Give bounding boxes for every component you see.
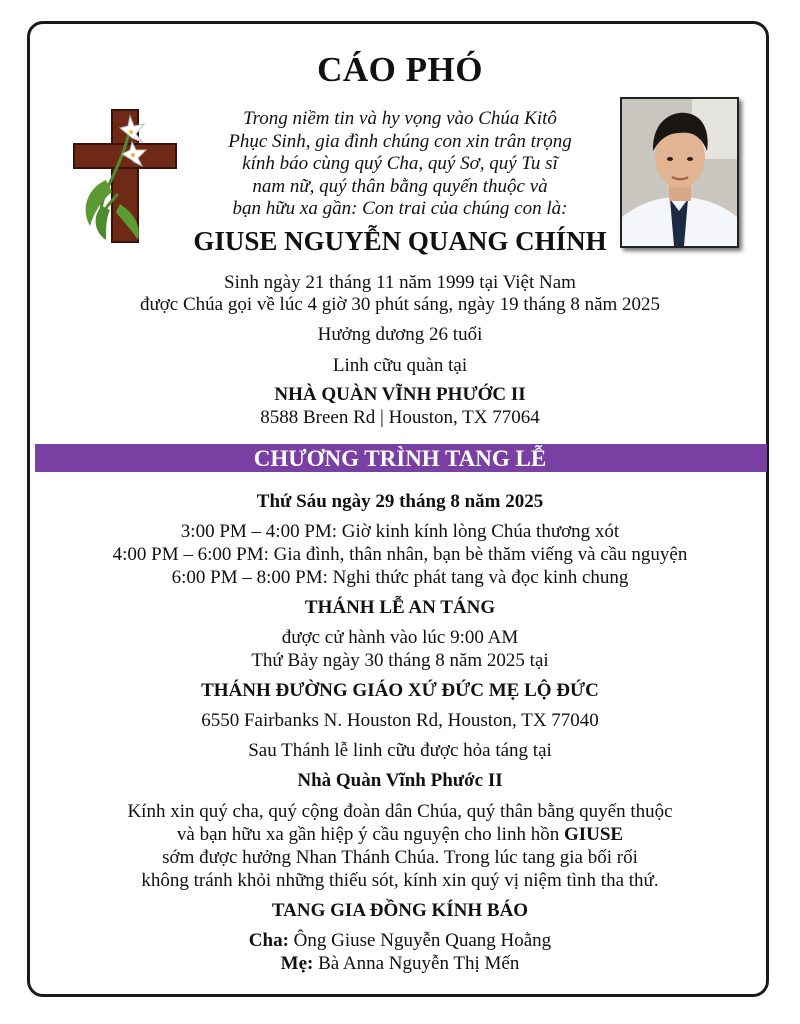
church-address: 6550 Fairbanks N. Houston Rd, Houston, TX 77040 — [201, 710, 599, 731]
family-heading: TANG GIA ĐỒNG KÍNH BÁO — [271, 900, 529, 921]
deceased-name: GIUSE NGUYỄN QUANG CHÍNH — [193, 226, 607, 256]
mass-date: Thứ Bảy ngày 30 tháng 8 năm 2025 tại — [251, 650, 549, 671]
funeral-home-name: NHÀ QUÀN VĨNH PHƯỚC II — [274, 384, 526, 405]
closing-line: không tránh khỏi những thiếu sót, kính xin quý vị niệm tình tha thứ. — [141, 870, 659, 891]
mother-line — [0, 953, 800, 975]
intro-line: bạn hữu xa gần: Con trai của chúng con là: — [232, 198, 568, 219]
intro-line: nam nữ, quý thân bằng quyến thuộc và — [252, 175, 548, 197]
mass-heading: THÁNH LỄ AN TÁNG — [304, 597, 496, 618]
closing-name: GIUSE — [563, 824, 624, 845]
closing-line: sớm được hưởng Nhan Thánh Chúa. Trong lúc tang gia bối rối — [162, 847, 638, 868]
mother-label: Mẹ: — [280, 953, 314, 974]
closing-line: Kính xin quý cha, quý cộng đoàn dân Chúa, quý thân bằng quyến thuộc — [127, 801, 673, 822]
mass-time: được cử hành vào lúc 9:00 AM — [281, 627, 519, 648]
funeral-home-address: 8588 Breen Rd | Houston, TX 77064 — [260, 407, 540, 428]
page-title: CÁO PHÓ — [317, 50, 483, 89]
father-line — [0, 930, 800, 952]
cremation-text: Sau Thánh lễ linh cữu được hỏa táng tại — [248, 740, 552, 761]
cremation-place: Nhà Quàn Vĩnh Phước II — [297, 770, 503, 791]
viewing-intro: Linh cữu quàn tại — [332, 355, 468, 376]
friday-date: Thứ Sáu ngày 29 tháng 8 năm 2025 — [256, 491, 544, 512]
father-label: Cha: — [248, 930, 289, 951]
closing-line — [0, 824, 800, 846]
intro-text — [200, 108, 600, 221]
intro-line: Phục Sinh, gia đình chúng con xin trân trọng — [228, 130, 572, 152]
program-banner-title: CHƯƠNG TRÌNH TANG LỄ — [253, 446, 547, 471]
church-name: THÁNH ĐƯỜNG GIÁO XỨ ĐỨC MẸ LỘ ĐỨC — [201, 680, 599, 701]
father-name: Ông Giuse Nguyễn Quang Hoằng — [288, 930, 552, 951]
closing-text: và bạn hữu xa gần hiệp ý cầu nguyện cho linh hồn — [176, 824, 564, 845]
schedule-item: 3:00 PM – 4:00 PM: Giờ kinh kính lòng Chúa thương xót — [180, 521, 620, 542]
intro-line: kính báo cùng quý Cha, quý Sơ, quý Tu sĩ — [242, 153, 558, 174]
intro-line: Trong niềm tin và hy vọng vào Chúa Kitô — [243, 108, 557, 129]
schedule-item: 6:00 PM – 8:00 PM: Nghi thức phát tang và đọc kinh chung — [171, 567, 629, 588]
schedule-item: 4:00 PM – 6:00 PM: Gia đình, thân nhân, bạn bè thăm viếng và cầu nguyện — [112, 544, 688, 565]
age-info: Hưởng dương 26 tuổi — [317, 324, 483, 345]
mother-name: Bà Anna Nguyễn Thị Mến — [313, 953, 520, 974]
birth-info: Sinh ngày 21 tháng 11 năm 1999 tại Việt Nam — [224, 272, 576, 293]
death-info: được Chúa gọi về lúc 4 giờ 30 phút sáng, ngày 19 tháng 8 năm 2025 — [139, 294, 661, 315]
